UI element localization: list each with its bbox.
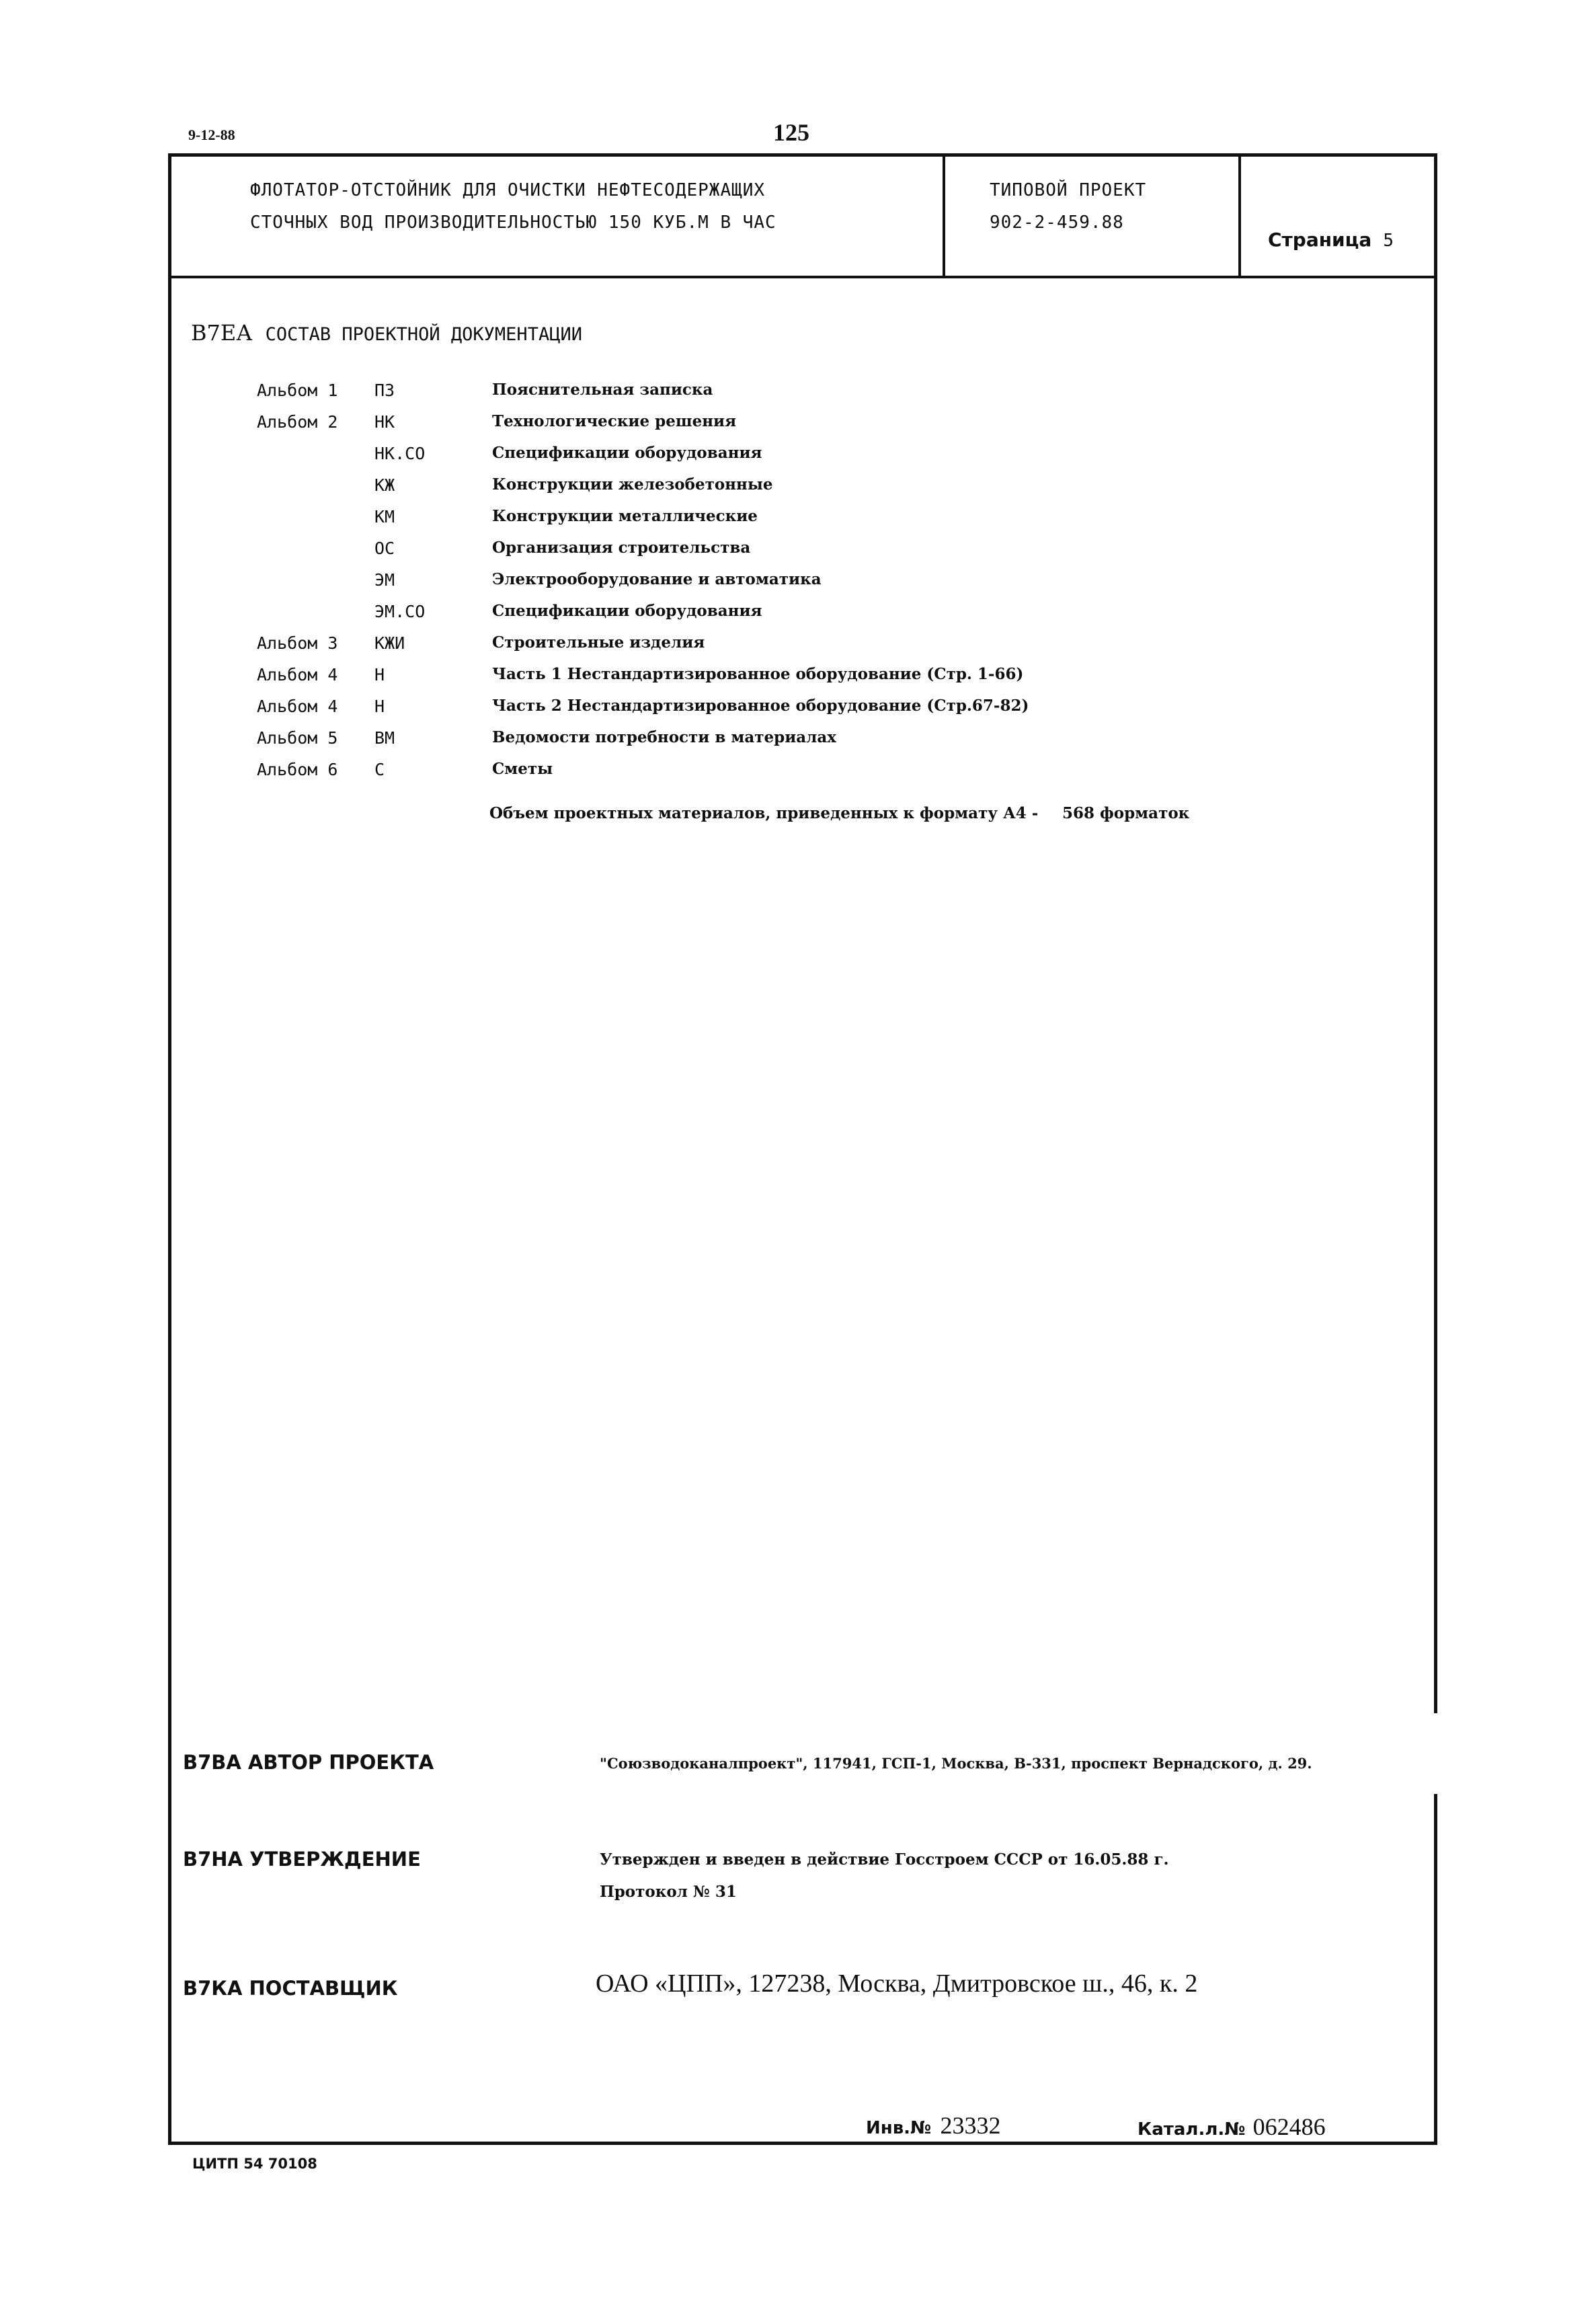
frame-gap: [1434, 1713, 1441, 1794]
catalog-number: [1138, 2113, 1326, 2141]
composition-code: В7ЕА: [191, 320, 253, 346]
document-description: Спецификации оборудования: [492, 444, 762, 462]
project-number: 902-2-459.88: [990, 212, 1124, 233]
sheet-number: 125: [773, 119, 809, 146]
document-date: 9-12-88: [188, 126, 235, 143]
inventory-value: 23332: [940, 2112, 1001, 2139]
approval-line1: Утвержден и введен в действие Госстроем СССР от 16.05.88 г.: [600, 1850, 1169, 1869]
document-mark: С: [374, 760, 385, 779]
supplier-heading: В7КА ПОСТАВЩИК: [183, 1977, 398, 2000]
document-mark: НК: [374, 412, 395, 432]
document-mark: ЭМ: [374, 570, 395, 590]
list-item: [257, 633, 1265, 663]
header-col-divider-1: [943, 153, 945, 277]
document-title-line1: ФЛОТАТОР-ОТСТОЙНИК ДЛЯ ОЧИСТКИ НЕФТЕСОДЕРЖАЩИХ: [250, 180, 766, 200]
page-value: 5: [1383, 231, 1395, 251]
document-mark: ПЗ: [374, 381, 395, 400]
album-label: Альбом 1: [257, 381, 338, 400]
document-mark: ЭМ.СО: [374, 602, 426, 621]
project-type-label: ТИПОВОЙ ПРОЕКТ: [990, 180, 1147, 200]
approval-heading: В7НА УТВЕРЖДЕНИЕ: [183, 1848, 421, 1871]
album-label: Альбом 4: [257, 665, 338, 684]
document-mark: ОС: [374, 539, 395, 558]
document-description: Конструкции железобетонные: [492, 475, 773, 494]
list-item: [257, 602, 1265, 631]
catalog-value: 062486: [1252, 2113, 1326, 2140]
document-description: Ведомости потребности в материалах: [492, 728, 836, 746]
list-item: [257, 665, 1265, 695]
approval-line2: Протокол № 31: [600, 1883, 737, 1901]
album-label: Альбом 5: [257, 728, 338, 748]
header-divider: [168, 276, 1437, 278]
author-text: "Союзводоканалпроект", 117941, ГСП-1, Москва, В-331, проспект Вернадского, д. 29.: [600, 1755, 1312, 1772]
document-description: Строительные изделия: [492, 633, 705, 652]
document-description: Конструкции металлические: [492, 507, 758, 525]
list-item: [257, 539, 1265, 568]
document-description: Спецификации оборудования: [492, 602, 762, 620]
album-label: Альбом 6: [257, 760, 338, 779]
list-item: [257, 412, 1265, 442]
album-label: Альбом 3: [257, 633, 338, 653]
list-item: [257, 760, 1265, 789]
page-indicator: [1268, 229, 1394, 251]
list-item: [257, 728, 1265, 758]
document-mark: КЖ: [374, 475, 395, 495]
author-heading: В7ВА АВТОР ПРОЕКТА: [183, 1751, 434, 1774]
cipp-stamp: ЦИТП 54 70108: [192, 2156, 317, 2172]
header-col-divider-2: [1238, 153, 1241, 277]
document-description: Электрооборудование и автоматика: [492, 570, 822, 588]
document-mark: Н: [374, 697, 385, 716]
volume-note: Объем проектных материалов, приведенных к формату А4 -: [489, 804, 1039, 822]
list-item: [257, 570, 1265, 600]
document-mark: Н: [374, 665, 385, 684]
document-description: Технологические решения: [492, 412, 737, 430]
inventory-number: [866, 2111, 1000, 2140]
page-label: Страница: [1268, 229, 1372, 251]
album-label: Альбом 2: [257, 412, 338, 432]
composition-heading: [191, 320, 582, 346]
document-mark: КЖИ: [374, 633, 405, 653]
album-label: Альбом 4: [257, 697, 338, 716]
document-mark: КМ: [374, 507, 395, 526]
list-item: [257, 381, 1265, 410]
document-description: Сметы: [492, 760, 553, 778]
document-mark: ВМ: [374, 728, 395, 748]
list-item: [257, 507, 1265, 537]
inventory-label: Инв.№: [866, 2118, 932, 2138]
composition-title: СОСТАВ ПРОЕКТНОЙ ДОКУМЕНТАЦИИ: [265, 324, 582, 345]
document-description: Организация строительства: [492, 539, 751, 557]
list-item: [257, 444, 1265, 473]
list-item: [257, 697, 1265, 726]
volume-value: 568 форматок: [1062, 804, 1190, 822]
supplier-text: ОАО «ЦПП», 127238, Москва, Дмитровское ш., 46, к. 2: [596, 1969, 1198, 1998]
document-description: Пояснительная записка: [492, 381, 713, 399]
document-description: Часть 1 Нестандартизированное оборудование (Стр. 1-66): [492, 665, 1024, 683]
document-description: Часть 2 Нестандартизированное оборудование (Стр.67-82): [492, 697, 1029, 715]
document-title-line2: СТОЧНЫХ ВОД ПРОИЗВОДИТЕЛЬНОСТЬЮ 150 КУБ.М В ЧАС: [250, 212, 776, 233]
document-mark: НК.СО: [374, 444, 426, 463]
catalog-label: Катал.л.№: [1138, 2119, 1246, 2140]
list-item: [257, 475, 1265, 505]
